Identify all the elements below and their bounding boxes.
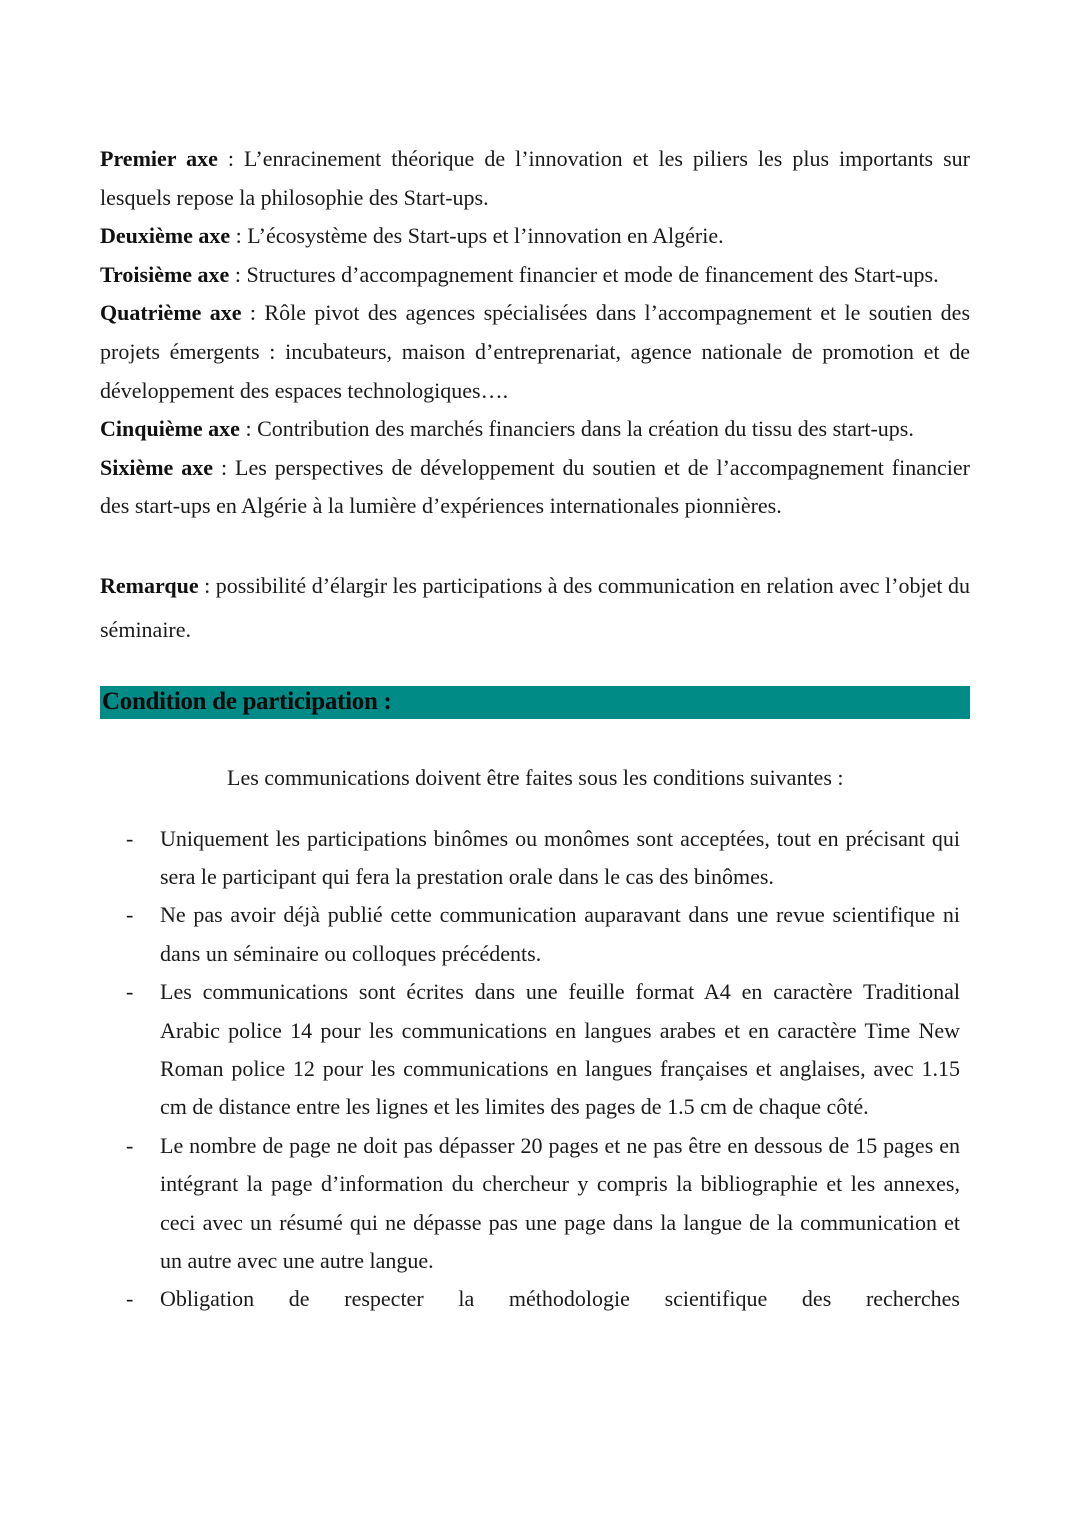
axis-1 <box>100 140 970 217</box>
condition-text: Les communications sont écrites dans une feuille format A4 en caractère Traditional Arabic police 14 pour les communications en langues arabes et en caractère Time New Roman police 12 pour les communications en langues françaises et anglaises, avec 1.15 cm de distance entre les lignes et les limites des pages de 1.5 cm de chaque côté. <box>160 979 960 1120</box>
dash-bullet-icon: - <box>126 1132 134 1158</box>
axis-text: : Les perspectives de développement du soutien et de l’accompagnement financier des start-ups en Algérie à la lumière d’expériences internationales pionnières. <box>100 454 970 519</box>
condition-item <box>100 1280 960 1318</box>
axis-label: Premier axe <box>100 146 218 171</box>
axis-label: Troisième axe <box>100 261 230 287</box>
axis-4 <box>100 294 970 410</box>
axis-text: : L’enracinement théorique de l’innovation et les piliers les plus importants sur lesquels repose la philosophie des Start-ups. <box>100 146 970 210</box>
remark-text: : possibilité d’élargir les participations à des communication en relation avec l’objet du séminaire. <box>100 572 970 642</box>
condition-item <box>100 896 960 973</box>
document-page <box>100 140 970 1319</box>
axis-label: Deuxième axe <box>100 223 231 249</box>
condition-text: Le nombre de page ne doit pas dépasser 20 pages et ne pas être en dessous de 15 pages en intégrant la page d’information du chercheur y compris la bibliographie et les annexes, ceci avec un résumé qui ne dépasse pas une page dans la langue de la communication et un autre avec une autre langue. <box>160 1132 960 1273</box>
axis-text: : Contribution des marchés financiers dans la création du tissu des start-ups. <box>239 416 914 442</box>
condition-item <box>100 1127 960 1281</box>
axes-list <box>100 140 970 526</box>
axis-2 <box>100 217 970 256</box>
axis-3 <box>100 256 970 295</box>
axis-text: : L’écosystème des Start-ups et l’innovation en Algérie. <box>230 223 724 249</box>
axis-label: Sixième axe <box>100 454 214 480</box>
axis-label: Quatrième axe <box>100 300 242 326</box>
dash-bullet-icon: - <box>126 1286 134 1312</box>
spacer <box>100 526 970 564</box>
condition-item <box>100 820 960 897</box>
condition-text: Obligation de respecter la méthodologie scientifique des recherches <box>160 1286 960 1312</box>
dash-bullet-icon: - <box>126 902 134 928</box>
condition-item <box>100 973 960 1127</box>
section-heading-bar <box>100 686 970 719</box>
axis-text: : Rôle pivot des agences spécialisées dans l’accompagnement et le soutien des projets émergents : incubateurs, maison d’entreprenariat, agence nationale de promotion et de développement des espaces technologiques…. <box>100 300 971 403</box>
axis-6 <box>100 449 970 526</box>
remark-paragraph <box>100 564 970 652</box>
dash-bullet-icon: - <box>126 825 134 851</box>
section-title: Condition de participation : <box>102 688 392 716</box>
axis-label: Cinquième axe <box>100 416 240 442</box>
conditions-intro: Les communications doivent être faites sous les conditions suivantes : <box>227 764 844 790</box>
condition-text: Uniquement les participations binômes ou monômes sont acceptées, tout en précisant qui sera le participant qui fera la prestation orale dans le cas des binômes. <box>160 825 960 889</box>
conditions-list <box>100 820 970 1319</box>
axis-text: : Structures d’accompagnement financier et mode de financement des Start-ups. <box>229 261 939 287</box>
remark-label: Remarque <box>100 572 199 598</box>
axis-5 <box>100 410 970 449</box>
condition-text: Ne pas avoir déjà publié cette communication auparavant dans une revue scientifique ni dans un séminaire ou colloques précédents. <box>160 902 960 966</box>
dash-bullet-icon: - <box>126 979 134 1005</box>
